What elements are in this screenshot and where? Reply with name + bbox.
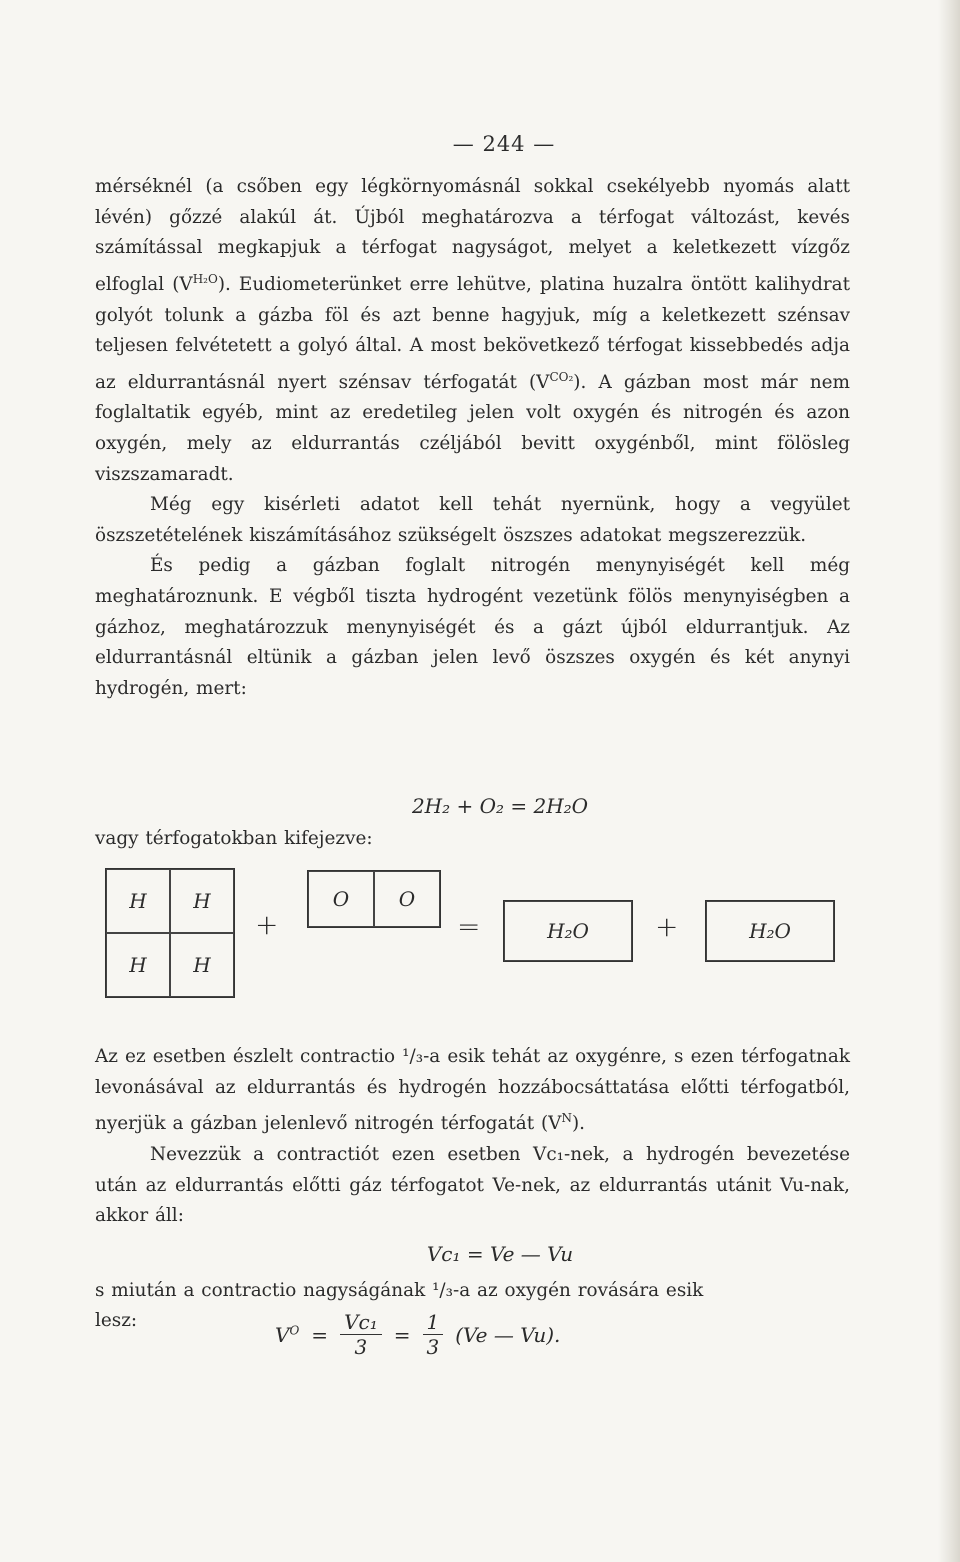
page-edge: [938, 0, 960, 1562]
fraction-third: $\frac{1}{3}$: [423, 1310, 444, 1359]
water-volume-b: [705, 900, 835, 962]
volume-cell: H: [106, 869, 170, 933]
equals-sign: =: [457, 910, 481, 943]
equation-oxygen: [275, 1310, 560, 1359]
difference: (Ve — Vu).: [455, 1322, 561, 1347]
volume-cell: H₂O: [504, 901, 632, 961]
equals-sign: =: [393, 1322, 411, 1347]
equation-water: 2H₂ + O₂ = 2H₂O: [411, 794, 589, 818]
volume-cell: H₂O: [706, 901, 834, 961]
page-number: — 244 —: [452, 132, 556, 156]
oxygen-equation-line: [95, 1310, 850, 1380]
text-block-4: [95, 1276, 850, 1307]
paragraph-5: Az ez esetben észlelt contractio ¹/₃-a esik tehát az oxygénre, s ezen térfogatnak levonásával az eldurrantás és hydrogén hozzábocsáttatása előtti térfogatból, nyerjük a gázban jelenlevő nitrogén térfogatát $(V^N)$.: [95, 1046, 850, 1135]
volume-cell: H: [170, 869, 234, 933]
volume-cell: O: [308, 871, 374, 927]
plus-sign: +: [655, 910, 679, 943]
lhs: $V^O$: [275, 1322, 300, 1347]
hydrogen-volumes: [105, 868, 235, 998]
lesz-label: lesz:: [95, 1310, 138, 1331]
water-volume-a: [503, 900, 633, 962]
paragraph-1: mérséknél (a csőben egy légkörnyomásnál sokkal csekélyebb nyomás alatt lévén) gőzzé alakúl át. Újból meghatározva a térfogat változást, kevés számítással megkapjuk a térfogat nagyságot, melyet a keletkezett vízgőz elfoglal $(V^{H_2O})$. Eudiometerünket erre lehütve, platina huzalra öntött kalihydrat golyót tolunk a gázba föl és azt benne hagyjuk, míg a keletkezett szénsav teljesen felvétetett a golyó által. A most bekövetkező térfogat kissebbedés adja az eldurrantásnál nyert szénsav térfogatát $(V^{CO_2})$. A gázban most már nem foglaltatik egyéb, mint az eredetileg jelen volt oxygén és nitrogén és azon oxygén, mely az eldurrantás czéljából bevitt oxygénből, mint fölösleg viszszamaradt.: [95, 176, 851, 485]
text-block-2: [95, 824, 850, 855]
paragraph-6: Nevezzük a contractiót ezen esetben Vc₁-nek, a hydrogén bevezetése után az eldurrantás előtti gáz térfogatot Ve-nek, az eldurrantás utánit Vu-nak, akkor áll:: [95, 1143, 850, 1227]
paragraph-3: És pedig a gázban foglalt nitrogén menynyiségét kell még meghatároznunk. E végből tiszta hydrogént vezetünk fölös menynyiségben a gázhoz, meghatározzuk menynyiségét és a gázt újból eldurrantjuk. Az eldurrantásnál eltünik a gázban jelen levő öszszes oxygén és két anynyi hydrogén, mert:: [95, 555, 850, 699]
paragraph-4: vagy térfogatokban kifejezve:: [95, 828, 373, 849]
plus-sign: +: [255, 908, 279, 941]
volume-diagram: [95, 868, 855, 1018]
volume-cell: H: [170, 933, 234, 997]
paragraph-7: s miután a contractio nagyságának ¹/₃-a az oxygén rovására esik: [95, 1280, 704, 1301]
volume-cell: H: [106, 933, 170, 997]
equation-contraction: Vc₁ = Ve — Vu: [426, 1242, 574, 1266]
fraction-vc: $\frac{\text{Vc₁}}{3}$: [340, 1310, 382, 1359]
text-block-1: [95, 172, 850, 704]
oxygen-volumes: [307, 870, 441, 928]
volume-cell: O: [374, 871, 440, 927]
text-block-3: [95, 1042, 850, 1232]
paragraph-2: Még egy kisérleti adatot kell tehát nyernünk, hogy a vegyület öszszetételének kiszámításához szükségelt öszszes adatokat megszerezzük.: [95, 494, 850, 546]
equals-sign: =: [311, 1322, 329, 1347]
